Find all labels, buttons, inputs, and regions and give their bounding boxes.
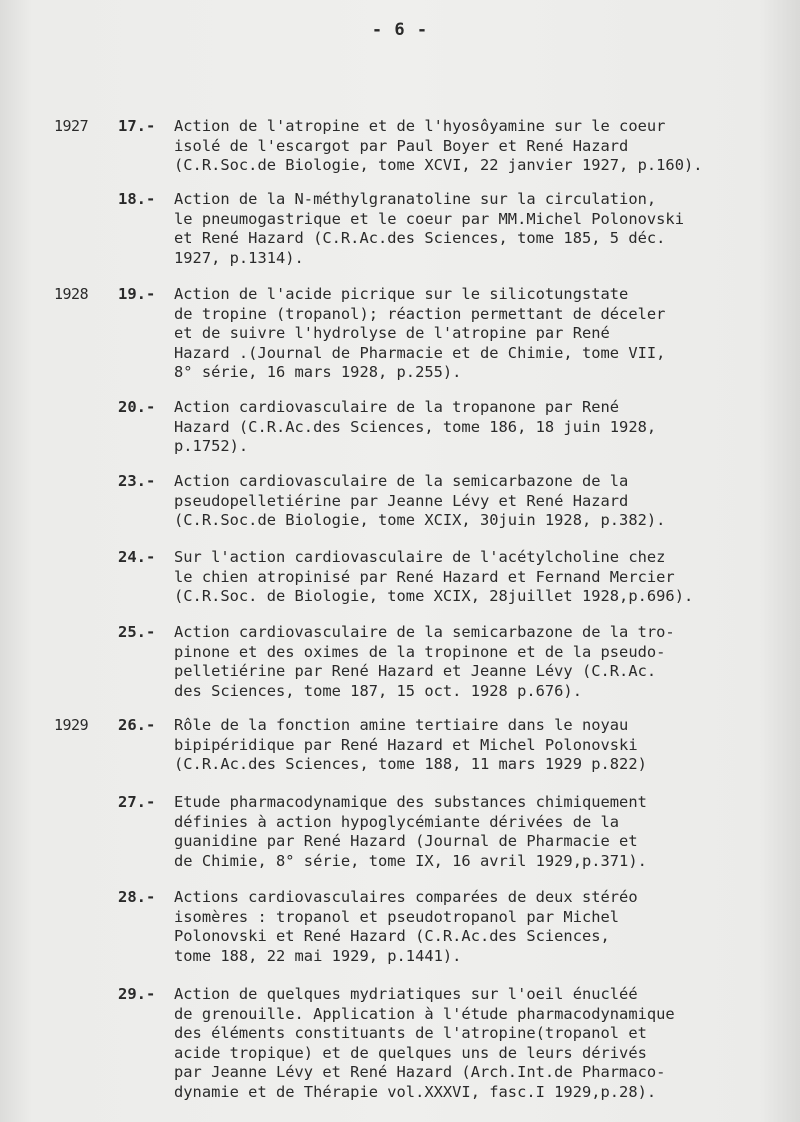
entry-line: des éléments constituants de l'atropine(tropanol et (174, 1024, 647, 1042)
entry-text (174, 985, 796, 1102)
entry-line: de Chimie, 8° série, tome IX, 16 avril 1929,p.371). (174, 851, 647, 870)
entry-line: bipipéridique par René Hazard et Michel Polonovski (174, 735, 638, 754)
entry-line: et René Hazard (C.R.Ac.des Sciences, tome 185, 5 déc. (174, 229, 666, 247)
entry-line: dynamie et de Thérapie vol.XXXVI, fasc.I 1929,p.28). (174, 1082, 657, 1101)
entry-line: (C.R.Soc.de Biologie, tome XCIX, 30juin 1928, p.382). (174, 511, 666, 529)
entry-line: pinone et des oximes de la tropinone et de la pseudo- (174, 642, 666, 661)
entry-line: le chien atropinisé par René Hazard et Fernand Mercier (174, 567, 675, 586)
entry-text (174, 623, 796, 701)
entry-line: Hazard .(Journal de Pharmacie et de Chimie, tome VII, (174, 343, 666, 362)
entry-number: 23.- (118, 472, 156, 490)
entry-line: pelletiérine par René Hazard et Jeanne Lévy (C.R.Ac. (174, 662, 657, 680)
entry-line: p.1752). (174, 437, 249, 455)
entry-number: 18.- (118, 190, 156, 208)
entry-number: 20.- (118, 398, 156, 416)
entry-line: pseudopelletiérine par Jeanne Lévy et René Hazard (174, 491, 629, 510)
entry-line: 1927, p.1314). (174, 248, 304, 267)
entry-line: Action de l'atropine et de l'hyosôyamine sur le coeur (174, 117, 666, 135)
entry-line: guanidine par René Hazard (Journal de Pharmacie et (174, 832, 638, 850)
entry-line: tome 188, 22 mai 1929, p.1441). (174, 946, 462, 965)
entry-year: 1928 (54, 285, 89, 303)
entry-number: 28.- (118, 888, 156, 906)
entry-line: Action cardiovasculaire de la semicarbazone de la tro- (174, 623, 675, 641)
entry-line: Action de la N-méthylgranatoline sur la circulation, (174, 190, 657, 208)
entry-line: acide tropique) et de quelques uns de leurs dérivés (174, 1043, 647, 1062)
entry-line: Action cardiovasculaire de la tropanone par René (174, 398, 620, 416)
entry-number: 29.- (118, 985, 156, 1003)
entry-number: 27.- (118, 793, 156, 811)
entry-line: Action de l'acide picrique sur le silicotungstate (174, 285, 629, 303)
entry-line: 8° série, 16 mars 1928, p.255). (174, 363, 462, 381)
entry-text (174, 548, 796, 607)
entry-number: 24.- (118, 548, 156, 566)
entry-line: Etude pharmacodynamique des substances chimiquement (174, 793, 647, 811)
page-number: - 6 - (371, 20, 429, 40)
entry-text (174, 117, 796, 176)
entry-line: Action de quelques mydriatiques sur l'oeil énucléé (174, 985, 638, 1003)
entry-line: Hazard (C.R.Ac.des Sciences, tome 186, 18 juin 1928, (174, 417, 657, 436)
entry-line: Rôle de la fonction amine tertiaire dans le noyau (174, 716, 629, 734)
entry-line: de tropine (tropanol); réaction permettant de déceler (174, 304, 666, 323)
entry-year: 1927 (54, 117, 89, 135)
entry-text (174, 716, 796, 775)
entry-line: et de suivre l'hydrolyse de l'atropine par René (174, 324, 610, 342)
entry-line: Polonovski et René Hazard (C.R.Ac.des Sciences, (174, 927, 610, 945)
entry-text (174, 472, 796, 531)
entry-line: par Jeanne Lévy et René Hazard (Arch.Int.de Pharmaco- (174, 1063, 666, 1081)
entry-line: Actions cardiovasculaires comparées de deux stéréo (174, 888, 638, 906)
entry-line: de grenouille. Application à l'étude pharmacodynamique (174, 1004, 675, 1023)
entry-line: Sur l'action cardiovasculaire de l'acétylcholine chez (174, 548, 666, 566)
entry-number: 19.- (118, 285, 156, 303)
entry-line: (C.R.Soc. de Biologie, tome XCIX, 28juillet 1928,p.696). (174, 587, 694, 605)
entry-line: isomères : tropanol et pseudotropanol par Michel (174, 907, 620, 926)
entry-text (174, 190, 796, 268)
entry-number: 26.- (118, 716, 156, 734)
entry-number: 17.- (118, 117, 156, 135)
entry-text (174, 793, 796, 871)
entry-line: (C.R.Soc.de Biologie, tome XCVI, 22 janvier 1927, p.160). (174, 156, 703, 174)
entry-line: Action cardiovasculaire de la semicarbazone de la (174, 472, 629, 490)
entry-line: (C.R.Ac.des Sciences, tome 188, 11 mars 1929 p.822) (174, 755, 647, 773)
entry-line: des Sciences, tome 187, 15 oct. 1928 p.676). (174, 681, 582, 700)
entry-text (174, 285, 796, 383)
entry-line: isolé de l'escargot par Paul Boyer et René Hazard (174, 136, 629, 155)
entry-text (174, 398, 796, 457)
entry-year: 1929 (54, 716, 89, 734)
entry-text (174, 888, 796, 966)
entry-line: définies à action hypoglycémiante dérivées de la (174, 812, 620, 831)
entry-line: le pneumogastrique et le coeur par MM.Michel Polonovski (174, 209, 684, 228)
entry-number: 25.- (118, 623, 156, 641)
